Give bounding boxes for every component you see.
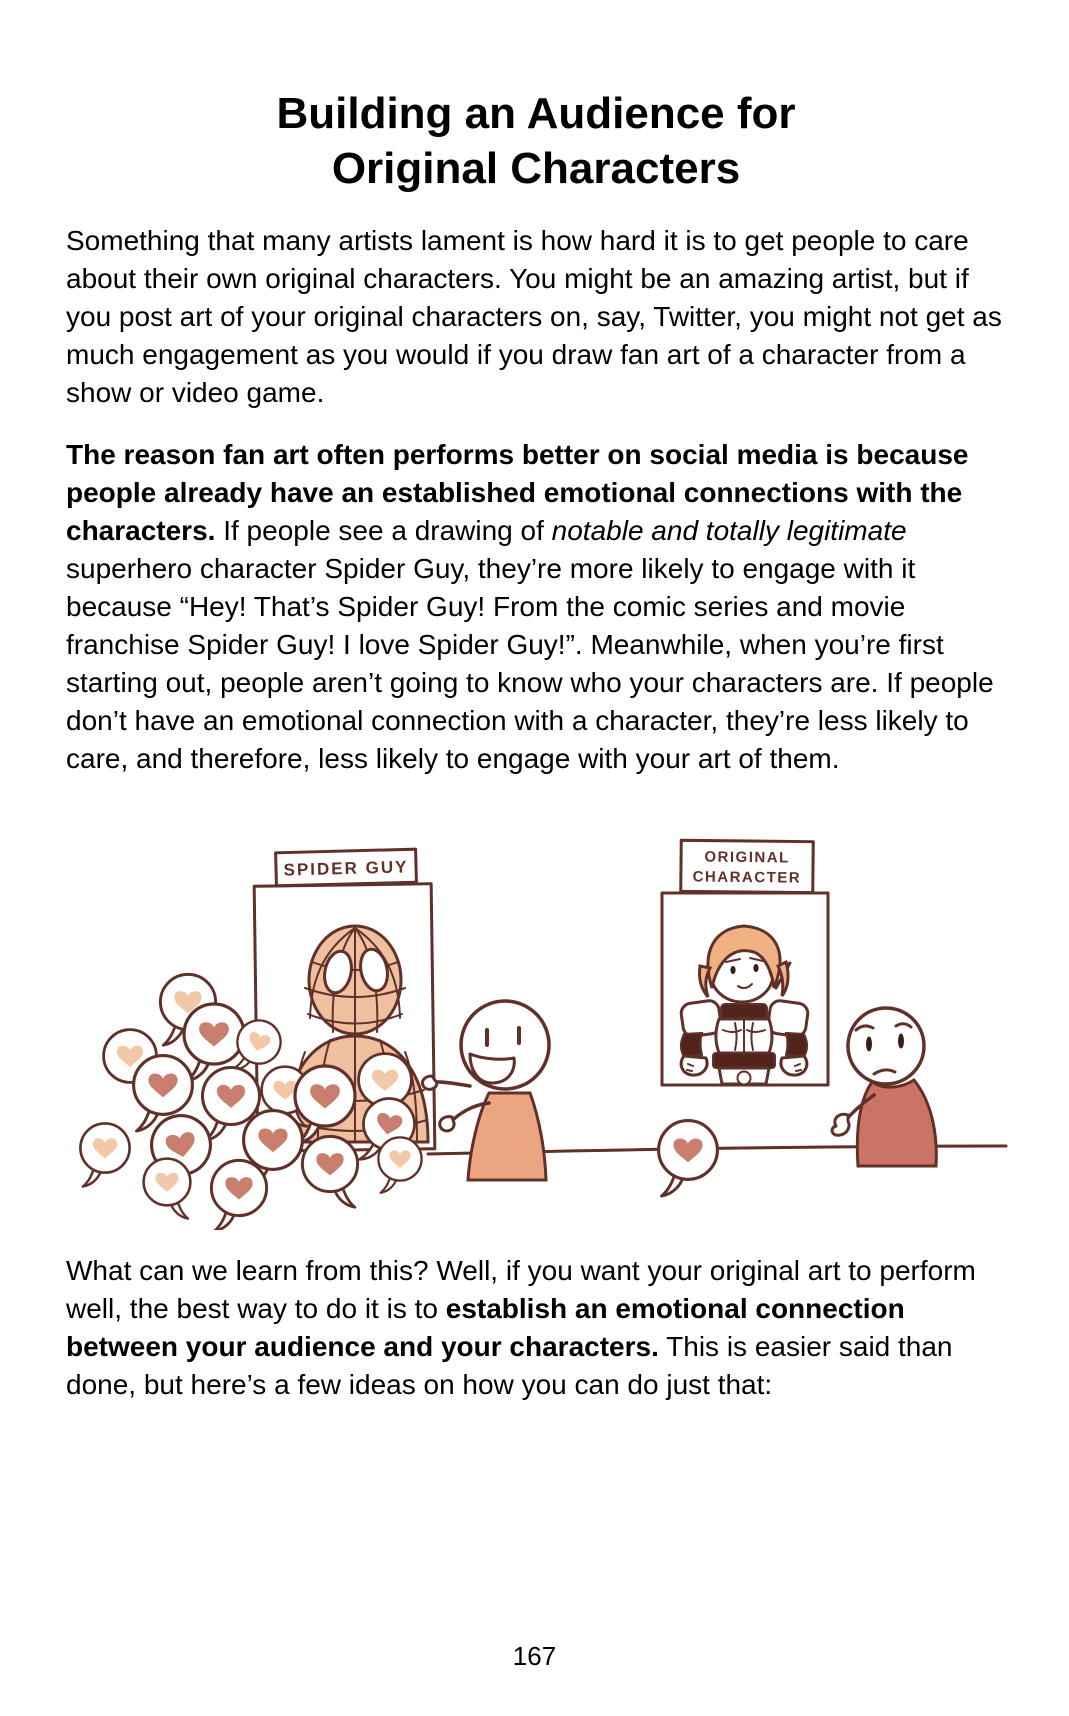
like-bubble-icon — [211, 1160, 266, 1230]
spider-guy-sign-label: SPIDER GUY — [283, 857, 409, 880]
like-bubble-icon — [80, 1123, 129, 1186]
paragraph-intro-text: Something that many artists lament is how hard it is to get people to care about their own original characters. You might be an amazing artist, but if you post art of your original characters on, say, Twitter, you might not get as much engagement as you would if you draw fan art of a character from a show or video game. — [66, 225, 1002, 408]
oc-sign-label-line1: ORIGINAL — [704, 848, 790, 867]
paragraph-conclusion — [66, 1252, 1006, 1404]
page-title-line1: Building an Audience for — [276, 89, 796, 138]
illustration — [0, 790, 1069, 1230]
paragraph-fan-art — [66, 436, 1006, 778]
page-number: 167 — [512, 1641, 557, 1671]
oc-sign-label-line2: CHARACTER — [692, 868, 802, 887]
book-page — [0, 86, 1069, 1716]
page-title-line2: Original Characters — [331, 144, 741, 193]
like-bubble-icon — [144, 1159, 191, 1219]
paragraph-conclusion-regular2: This is easier said than done, but here’s a few ideas on how you can do just that: — [66, 1331, 953, 1400]
paragraph-fan-art-regular2: superhero character Spider Guy, they’re more likely to engage with it because “Hey! That’s Spider Guy! From the comic series and movie franchise Spider Guy! I love Spider Guy!”. Meanwhile, when you’re first starting out, people aren’t going to know who your characters are. If people don’t have an emotional connection with a character, they’re less likely to care, and therefore, less likely to engage with your art of them. — [66, 553, 994, 774]
paragraph-fan-art-bold: The reason fan art often performs better on social media is because people already have an established emotional connections with the characters. — [66, 439, 969, 546]
like-bubble-icon — [378, 1137, 421, 1192]
original-character-poster — [662, 840, 828, 1085]
paragraph-conclusion-bold: establish an emotional connection between your audience and your characters. — [66, 1293, 905, 1362]
sad-artist-figure — [832, 1008, 936, 1166]
sad-figure-hand — [832, 1114, 849, 1135]
page-title — [66, 86, 1006, 196]
like-bubble-icon — [659, 1121, 718, 1196]
paragraph-fan-art-italic: notable and totally legitimate — [551, 515, 907, 546]
happy-figure-hand-pointing — [440, 1117, 454, 1131]
happy-figure-hand-upper — [422, 1076, 437, 1089]
paragraph-fan-art-regular1: If people see a drawing of — [215, 515, 552, 546]
like-bubble-icon — [302, 1136, 357, 1207]
illustration-svg — [0, 790, 1069, 1230]
paragraph-conclusion-regular1: What can we learn from this? Well, if you want your original art to perform well, the best way to do it is to — [66, 1255, 976, 1324]
paragraph-intro — [66, 222, 1006, 412]
